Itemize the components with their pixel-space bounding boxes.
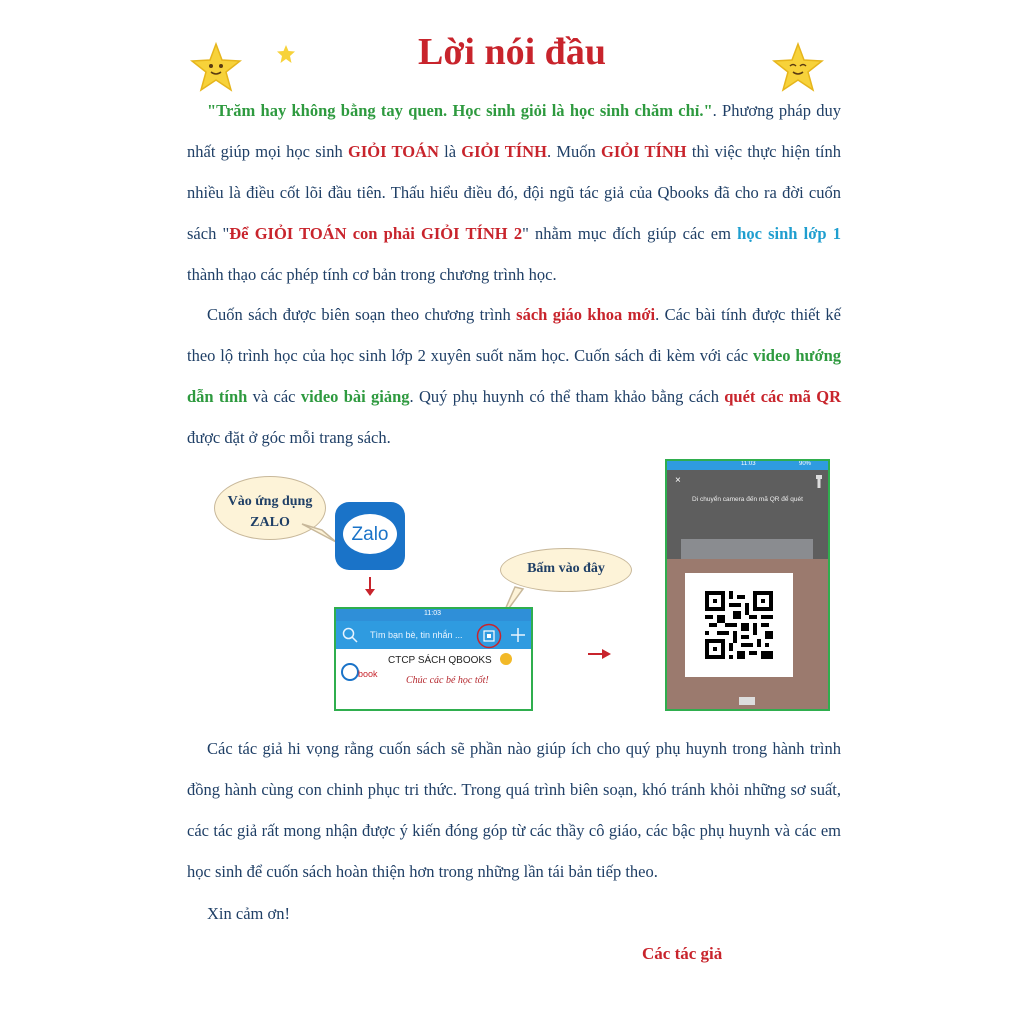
proverb-quote: "Trăm hay không bằng tay quen. Học sinh giỏi là học sinh chăm chỉ." (207, 101, 713, 120)
text-span: và các (247, 387, 301, 406)
qr-scanner-screen (665, 459, 830, 711)
intro-paragraph (187, 90, 841, 295)
chat-list-item[interactable] (336, 649, 531, 705)
book-title: Để GIỎI TOÁN con phải GIỎI TÍNH 2 (229, 224, 523, 243)
page-title: Lời nói đầu (418, 31, 606, 73)
search-placeholder: Tìm bạn bè, tin nhắn ... (370, 630, 463, 640)
status-bar (667, 461, 828, 470)
zalo-phone-screen (334, 607, 533, 711)
highlight-gioi-tinh: GIỎI TÍNH (461, 142, 547, 161)
arrow-down-icon (364, 577, 376, 597)
greeting-text: Chúc các bé học tốt! (406, 675, 489, 686)
plus-icon[interactable] (510, 627, 526, 643)
highlight-gioi-tinh: GIỎI TÍNH (601, 142, 687, 161)
emoji-icon (500, 653, 512, 665)
text-span: là (438, 142, 462, 161)
bubble-tail-icon (300, 522, 340, 546)
text-span: Cuốn sách được biên soạn theo chương trình (207, 305, 517, 324)
background-surface (681, 539, 813, 559)
status-time: 11:03 (741, 461, 756, 467)
search-icon (342, 627, 358, 643)
close-icon[interactable]: × (675, 475, 681, 486)
battery-level: 90% (799, 461, 812, 467)
highlight-gioi-toan: GIỎI TOÁN (348, 142, 439, 161)
bubble-text: Bấm vào đây (527, 561, 605, 576)
thanks-line (187, 893, 841, 934)
text-span: . Phương pháp duy nhất giúp mọi học sinh (187, 101, 841, 161)
highlight-video-lecture: video bài giảng (300, 387, 410, 406)
status-time: 11:03 (424, 610, 441, 617)
closing-paragraph (187, 728, 841, 892)
thanks-text: Xin cảm ơn! (207, 904, 290, 923)
text-span: thành thạo các phép tính cơ bản trong chương trình học. (187, 265, 557, 284)
search-bar[interactable] (336, 621, 531, 649)
highlight-qr: quét các mã QR (724, 387, 841, 406)
text-span: " nhằm mục đích giúp các em (522, 224, 738, 243)
qr-code-icon (705, 591, 773, 659)
text-span: . Muốn (546, 142, 601, 161)
status-bar (336, 609, 531, 621)
zalo-logo-text: Zalo (351, 524, 389, 545)
flashlight-icon[interactable] (815, 475, 823, 489)
text-span: . Quý phụ huynh có thể tham khảo bằng cách (409, 387, 725, 406)
qr-scan-icon[interactable] (476, 623, 502, 649)
zalo-app-icon (335, 502, 405, 570)
text-span: . Các bài tính được thiết kế theo lộ trình học của học sinh lớp 2 xuyên suốt năm học. Cuốn sách đi kèm với các (187, 305, 842, 365)
text-span: được đặt ở góc mỗi trang sách. (187, 428, 391, 447)
qbooks-logo-icon (340, 657, 380, 687)
closing-text: Các tác giả hi vọng rằng cuốn sách sẽ phần nào giúp ích cho quý phụ huynh trong hành trình đồng hành cùng con chinh phục tri thức. Trong quá trình biên soạn, khó tránh khỏi những sơ suất, các tác giả rất mong nhận được ý kiến đóng góp từ các thầy cô giáo, các bậc phụ huynh và các em học sinh để cuốn sách hoàn thiện hơn trong những lần tái bản tiếp theo. (187, 739, 841, 881)
text-span: thì việc thực hiện tính nhiều là điều cốt lõi đầu tiên. Thấu hiểu điều đó, đội ngũ tác giả của Qbooks đã cho ra đời cuốn sách " (187, 142, 842, 243)
scan-hint-text: Di chuyển camera đến mã QR để quét (692, 496, 803, 503)
keyboard-icon[interactable] (739, 697, 755, 705)
signature: Các tác giả (642, 944, 723, 963)
highlight-video-guide: video hướng dẫn tính (187, 346, 842, 406)
grade-highlight: học sinh lớp 1 (737, 224, 842, 243)
svg-text:book: book (358, 669, 378, 679)
company-name: CTCP SÁCH QBOOKS (388, 655, 492, 666)
arrow-right-icon (588, 648, 612, 660)
highlight-textbook: sách giáo khoa mới (516, 305, 656, 324)
qr-code-card (685, 573, 793, 677)
bubble-text: Vào ứng dụng ZALO (227, 494, 313, 530)
curriculum-paragraph (187, 294, 841, 458)
